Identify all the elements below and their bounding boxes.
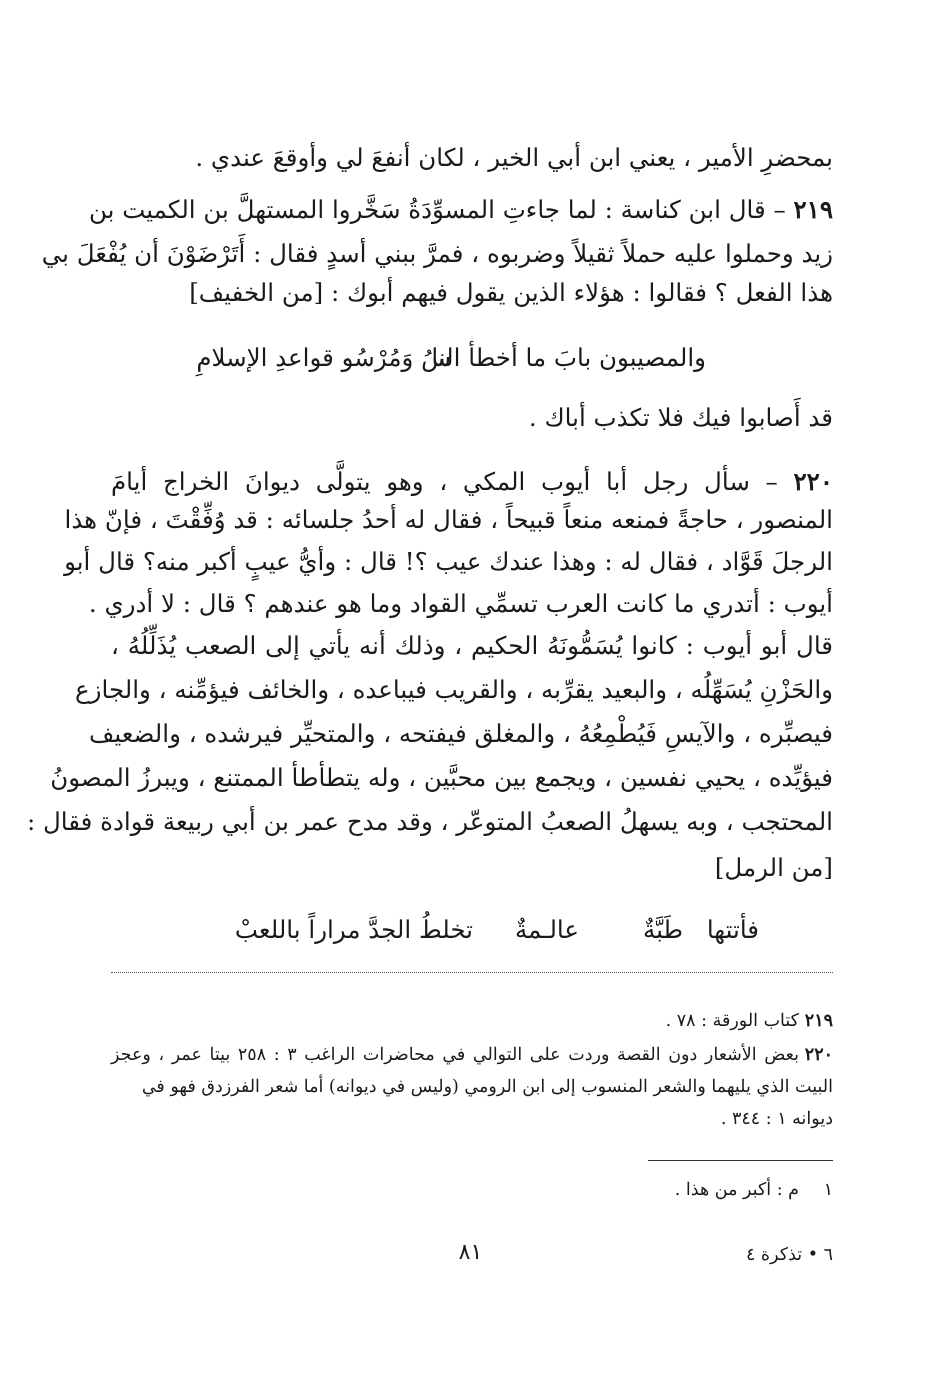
- footnote-number: ٢٢٠: [804, 1045, 833, 1065]
- text-line: ٢٢٠ – سأل رجل أبا أيوب المكي ، وهو يتولَّى ديوانَ الخراج أيامَ: [111, 467, 833, 496]
- page-number: ٨١: [458, 1240, 483, 1265]
- footnote-separator: [111, 972, 833, 973]
- footnote-continuation: ديوانه ١ : ٣٤٤ .: [720, 1109, 833, 1129]
- note-number: ١: [823, 1180, 833, 1200]
- footnote-continuation: البيت الذي يليهما والشعر المنسوب إلى ابن الرومي (وليس في ديوانه) أما شعر الفرزدق فهو في: [141, 1077, 833, 1097]
- footnote: ٢١٩كتاب الورقة : ٧٨ .: [111, 1006, 833, 1037]
- footnote: ٢٢٠بعض الأشعار دون القصة وردت على التوالي في محاضرات الراغب ٣ : ٢٥٨ بيتا عمر ، وعجز: [111, 1040, 833, 1071]
- signature-mark: ٦ • تذكرة ٤: [745, 1245, 833, 1265]
- footnote-number: ٢١٩: [804, 1011, 833, 1031]
- text-line: والحَزْنِ يُسَهِّلُه ، والبعيد يقرِّبه ، والقريب فيباعده ، والخائف فيؤمِّنه ، والجازع: [75, 675, 833, 704]
- verse-hemistich-right: والمصيبون بابَ ما أخطأ النا: [431, 343, 706, 372]
- verse-word: فأتتها: [706, 915, 759, 944]
- entry-number: ٢١٩: [793, 195, 833, 224]
- text-line: المنصور ، حاجةً فمنعه منعاً قبيحاً ، فقال له أحدُ جلسائه : قد وُفِّقْتَ ، فإنّ هذا: [64, 505, 833, 534]
- entry-number: ٢٢٠: [793, 467, 833, 496]
- variant-note: ١م : أكبر من هذا .: [675, 1175, 833, 1205]
- verse-word: طَبَّةٌ: [642, 915, 683, 944]
- verse-hemistich-left: سُ وَمُرْسُو قواعدِ الإسلامِ: [196, 343, 451, 372]
- text-line: فيصبِّره ، والآيسِ فَيُطْمِعُهُ ، والمغلق فيفتحه ، والمتحيِّر فيرشده ، والضعيف: [88, 719, 833, 748]
- text-line: [من الرمل]: [714, 853, 833, 882]
- text-line: الرجلَ قَوَّاد ، فقال له : وهذا عندك عيب ؟! قال : وأيُّ عيبٍ أكبر منه؟ قال أبو: [64, 547, 833, 576]
- text-line: زيد وحملوا عليه حملاً ثقيلاً وضربوه ، فمرَّ ببني أسدٍ فقال : أَتَرْضَوْنَ أن يُفْعَلَ بي: [41, 239, 833, 268]
- text-line: فيؤيِّده ، يحيي نفسين ، ويجمع بين محبَّين ، وله يتطأطأ الممتنع ، ويبرزُ المصونُ: [50, 763, 833, 792]
- text-line: المحتجب ، وبه يسهلُ الصعبُ المتوعّر ، وقد مدح عمر بن أبي ربيعة قوادة فقال :: [26, 807, 833, 836]
- verse-word: تخلطُ الجدَّ مراراً باللعبْ: [234, 915, 473, 944]
- text-line: أيوب : أتدري ما كانت العرب تسمِّي القواد وما هو عندهم ؟ قال : لا أدري .: [88, 589, 833, 618]
- text-line: ٢١٩ – قال ابن كناسة : لما جاءتِ المسوِّدَةُ سَخَّروا المستهلَّ بن الكميت بن: [88, 195, 833, 224]
- text-line: قال أبو أيوب : كانوا يُسَمُّونَهُ الحكيم ، وذلك أنه يأتي إلى الصعب يُذَلِّلُهُ ،: [111, 631, 833, 660]
- text-line: هذا الفعل ؟ فقالوا : هؤلاء الذين يقول فيهم أبوك : [من الخفيف]: [189, 278, 833, 307]
- text-line: بمحضرِ الأمير ، يعني ابن أبي الخير ، لكان أنفعَ لي وأوقعَ عندي .: [195, 143, 833, 172]
- note-separator: [648, 1160, 833, 1161]
- text-line: قد أَصابوا فيك فلا تكذب أباك .: [528, 403, 833, 432]
- verse-word: عالـمةٌ: [514, 915, 579, 944]
